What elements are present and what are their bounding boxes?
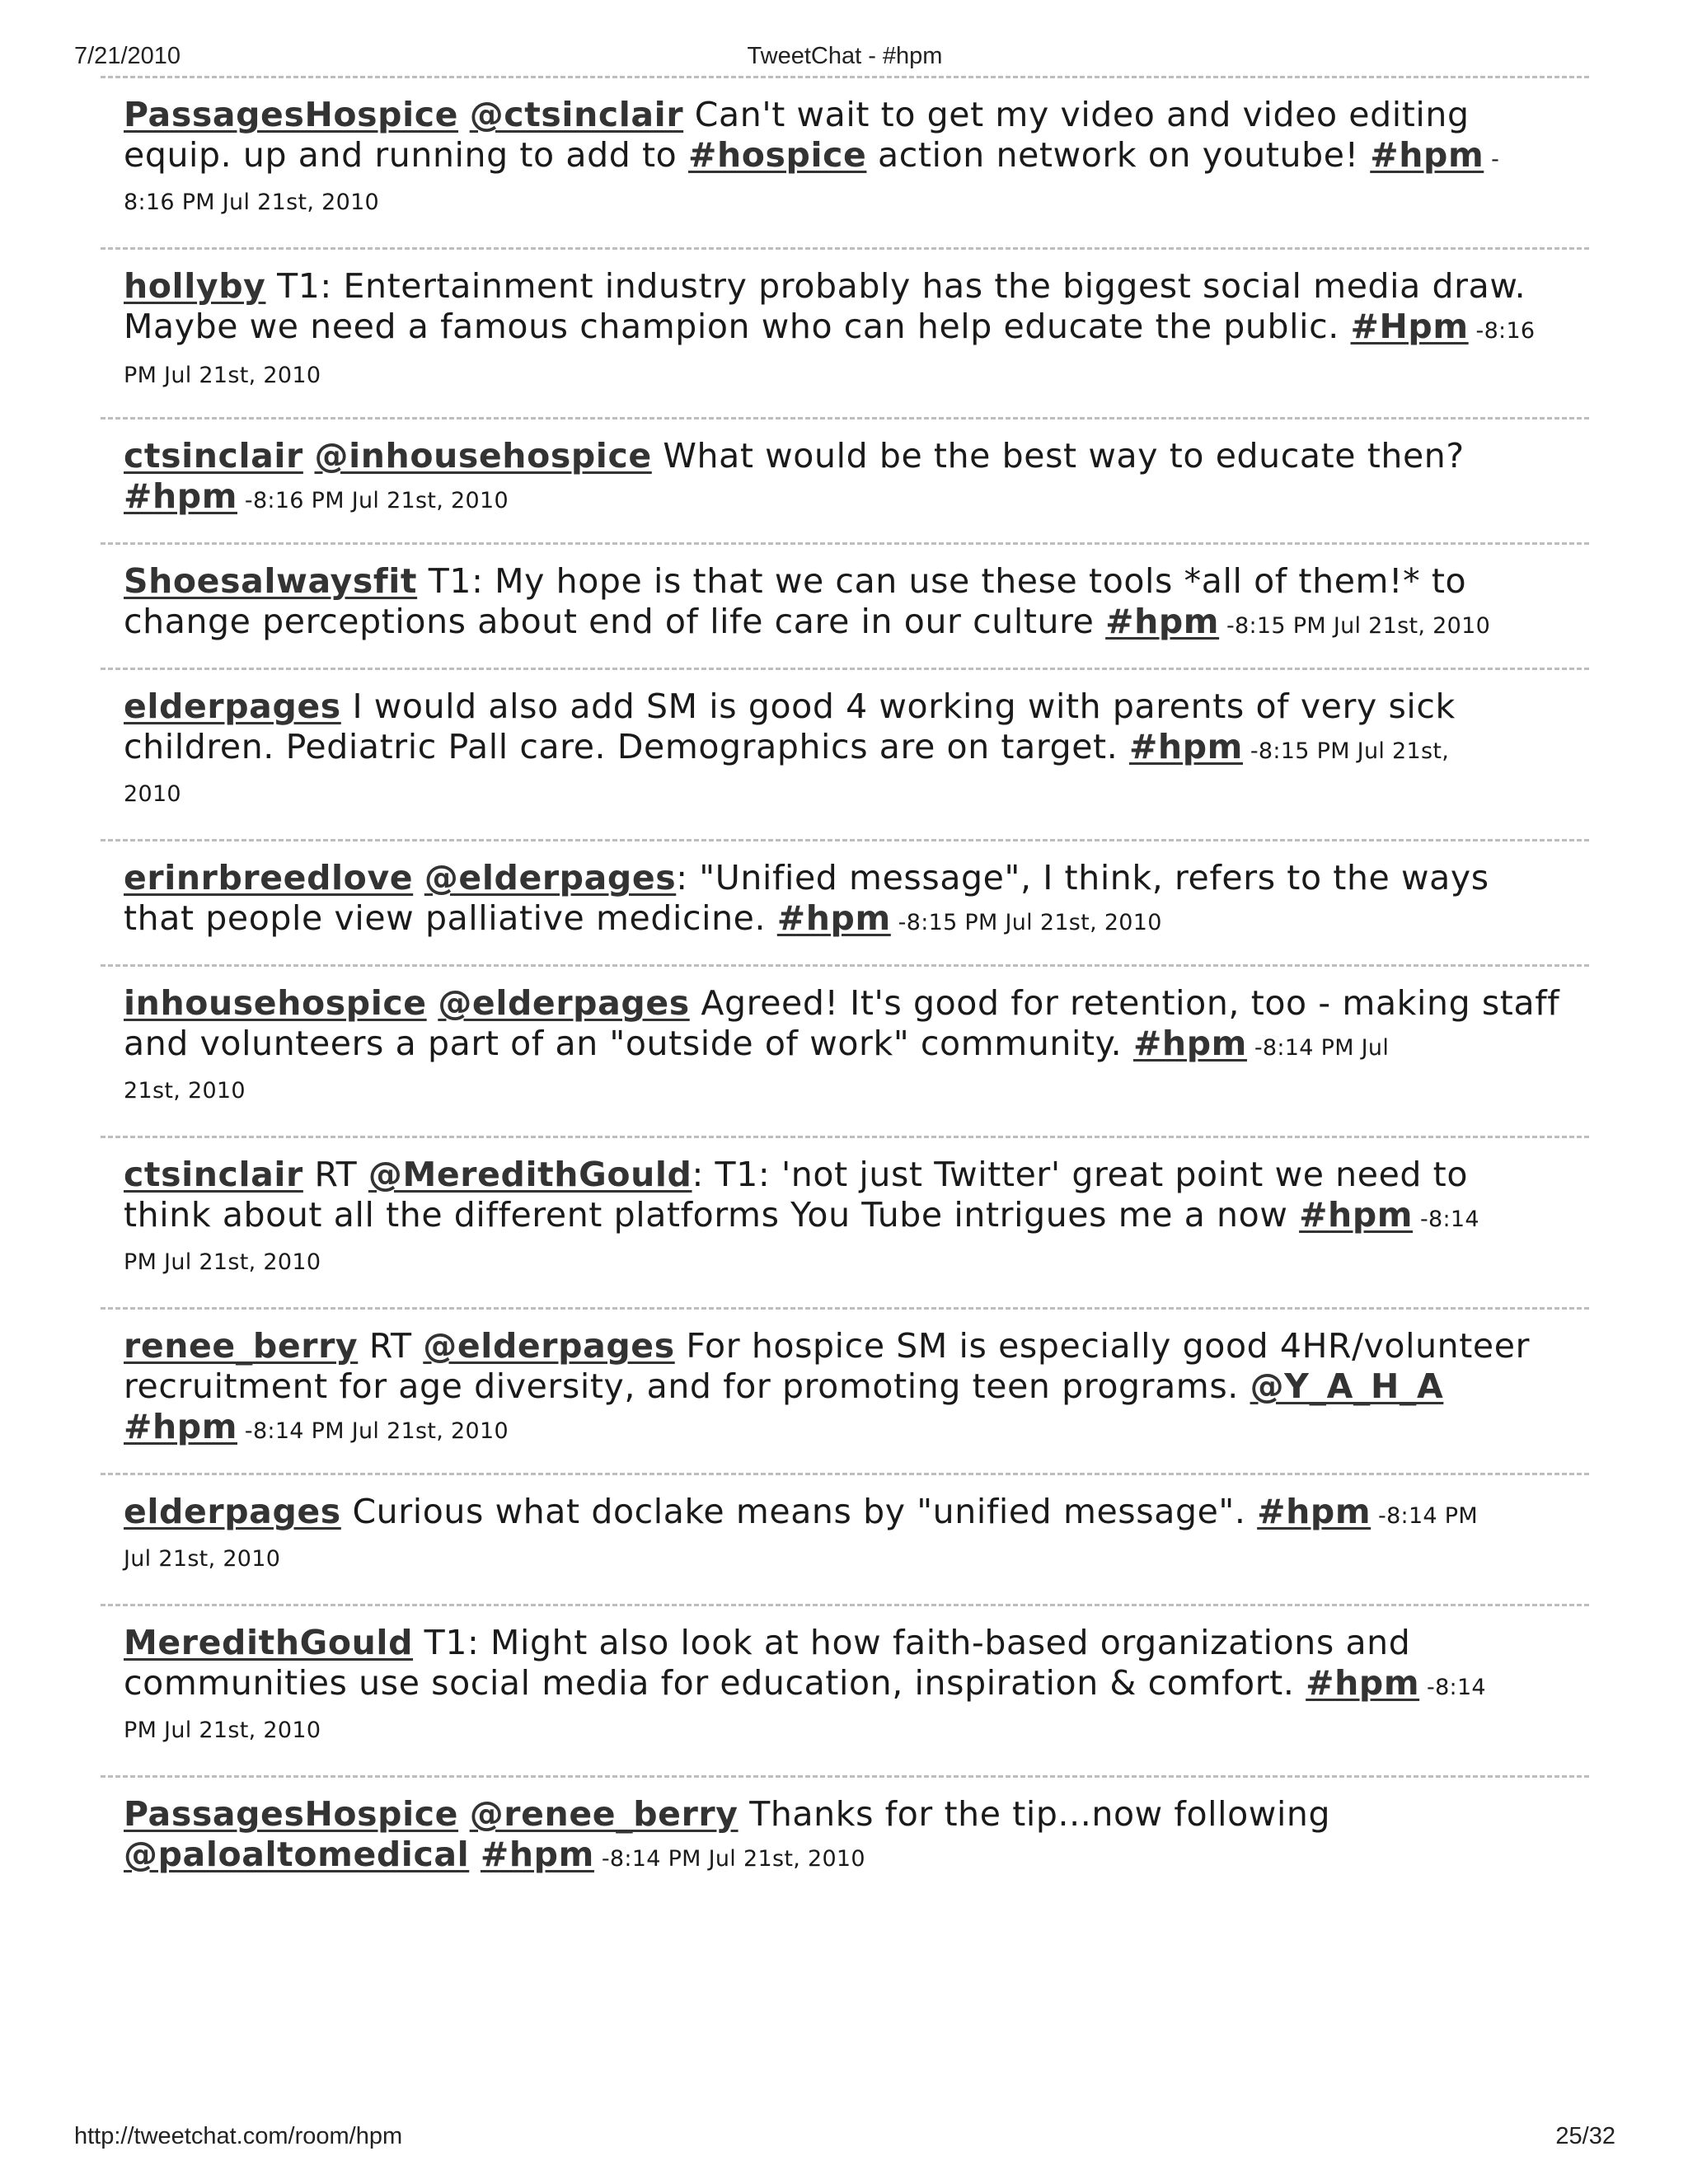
mention-link[interactable]: @ctsinclair [469,95,684,134]
tweet-feed [101,76,1589,1900]
hashtag-link[interactable]: #hpm [1306,1663,1420,1703]
timestamp: 2010 [124,781,181,807]
username-link[interactable]: hollyby [124,266,266,306]
tweet-text-segment: Can't wait to get my video and video editing equip. up and running to add to [124,95,1470,175]
tweet-text [124,983,1566,1114]
tweet-text [124,1492,1566,1582]
tweet-text-segment: Curious what doclake means by "unified message". [340,1492,1258,1531]
timestamp: - [1484,147,1500,172]
timestamp: Jul 21st, 2010 [124,1546,281,1572]
mention-link[interactable]: @elderpages [424,858,677,898]
tweet-text-segment: T1: Entertainment industry probably has the biggest social media draw. Maybe we need a famous champion who can help educate the public. [124,266,1526,346]
username-link[interactable]: elderpages [124,687,341,726]
tweet-text-segment: For hospice SM is especially good 4HR/volunteer recruitment for age diversity, and for promoting teen programs. [124,1326,1531,1406]
tweet-text [124,266,1566,396]
timestamp: 8:16 PM Jul 21st, 2010 [124,190,380,215]
username-link[interactable]: ctsinclair [124,436,303,476]
tweet-text-segment [413,858,424,898]
tweet-text-segment: RT [358,1326,424,1366]
print-title: TweetChat - #hpm [747,43,943,69]
username-link[interactable]: MeredithGould [124,1623,414,1662]
username-link[interactable]: inhousehospice [124,983,427,1023]
username-link[interactable]: renee_berry [124,1326,359,1366]
timestamp: PM Jul 21st, 2010 [124,1718,321,1743]
tweet-item [101,1307,1589,1473]
hashtag-link[interactable]: #hpm [1105,602,1220,641]
hashtag-link[interactable]: #hpm [1128,727,1243,766]
hashtag-link[interactable]: #hpm [1370,135,1484,175]
tweet-item [101,76,1589,247]
username-link[interactable]: PassagesHospice [124,1794,459,1834]
tweet-text-segment: : T1: 'not just Twitter' great point we need to think about all the different platforms You Tube intrigues me a now [124,1155,1469,1235]
tweet-item [101,247,1589,417]
tweet-item [101,1473,1589,1604]
tweet-text-segment: T1: Might also look at how faith-based organizations and communities use social media for education, inspiration & comfort. [124,1623,1411,1703]
hashtag-link[interactable]: #hpm [1299,1195,1414,1235]
tweet-text-segment: T1: My hope is that we can use these tools *all of them!* to change perceptions about end of life care in our culture [124,561,1467,641]
timestamp: -8:14 PM Jul [1246,1035,1390,1061]
timestamp: -8:14 PM [1371,1503,1478,1529]
tweet-text-segment: Agreed! It's good for retention, too - making staff and volunteers a part of an "outside of work" community. [124,983,1560,1063]
tweet-text [124,687,1566,818]
hashtag-link[interactable]: #hpm [124,1407,238,1446]
hashtag-link[interactable]: #hospice [687,135,867,175]
username-link[interactable]: ctsinclair [124,1155,303,1194]
tweet-text-segment [427,983,438,1023]
tweet-text [124,1794,1566,1879]
timestamp: 21st, 2010 [124,1078,246,1104]
timestamp: -8:15 PM Jul 21st, 2010 [1219,613,1491,639]
hashtag-link[interactable]: #hpm [480,1835,594,1874]
timestamp: PM Jul 21st, 2010 [124,1249,321,1275]
page-number: 25/32 [1555,2123,1615,2149]
hashtag-link[interactable]: #hpm [1132,1024,1247,1063]
hashtag-link[interactable]: #hpm [124,476,238,516]
print-date: 7/21/2010 [74,43,181,69]
username-link[interactable]: Shoesalwaysfit [124,561,418,601]
tweet-text-segment: Thanks for the tip...now following [738,1794,1331,1834]
tweet-text-segment: RT [302,1155,368,1194]
timestamp: -8:14 PM Jul 21st, 2010 [593,1846,865,1872]
hashtag-link[interactable]: #hpm [776,898,891,938]
mention-link[interactable]: @paloaltomedical [124,1835,470,1874]
mention-link[interactable]: @elderpages [438,983,690,1023]
tweet-text [124,858,1566,943]
hashtag-link[interactable]: #hpm [1257,1492,1372,1531]
tweet-text [124,95,1566,226]
print-url: http://tweetchat.com/room/hpm [74,2123,403,2149]
tweet-text [124,436,1566,521]
tweet-text [124,561,1566,646]
tweet-text-segment: I would also add SM is good 4 working with parents of very sick children. Pediatric Pall care. Demographics are on target. [124,687,1456,766]
username-link[interactable]: PassagesHospice [124,95,459,134]
tweet-item [101,1775,1589,1900]
mention-link[interactable]: @inhousehospice [314,436,652,476]
tweet-text-segment [303,436,315,476]
tweet-item [101,839,1589,964]
tweet-text-segment [458,95,470,134]
tweet-text [124,1623,1566,1754]
tweet-text-segment: : "Unified message", I think, refers to the ways that people view palliative medicine. [124,858,1489,938]
tweet-item [101,964,1589,1136]
tweet-item [101,1604,1589,1775]
mention-link[interactable]: @elderpages [423,1326,675,1366]
tweet-text-segment [469,1835,481,1874]
mention-link[interactable]: @MeredithGould [368,1155,692,1194]
tweet-item [101,417,1589,542]
tweet-item [101,542,1589,668]
username-link[interactable]: elderpages [124,1492,341,1531]
mention-link[interactable]: @renee_berry [469,1794,738,1834]
tweet-text [124,1326,1566,1451]
hashtag-link[interactable]: #Hpm [1350,307,1469,346]
username-link[interactable]: erinrbreedlove [124,858,414,898]
tweet-text [124,1155,1566,1286]
timestamp: -8:15 PM Jul 21st, 2010 [890,910,1162,935]
tweet-item [101,1136,1589,1307]
timestamp: -8:16 PM Jul 21st, 2010 [124,318,1536,388]
timestamp: -8:16 PM Jul 21st, 2010 [237,488,509,513]
tweet-text-segment [458,1794,470,1834]
tweet-item [101,668,1589,839]
timestamp: -8:15 PM Jul 21st, [1242,738,1450,764]
timestamp: -8:14 [1413,1207,1479,1232]
timestamp: -8:14 PM Jul 21st, 2010 [237,1418,509,1444]
mention-link[interactable]: @Y_A_H_A [1250,1366,1444,1406]
tweet-text-segment: action network on youtube! [866,135,1371,175]
print-header [74,43,1615,76]
timestamp: -8:14 [1419,1675,1486,1700]
tweet-text-segment: What would be the best way to educate then? [651,436,1465,476]
print-footer [74,2123,1615,2156]
